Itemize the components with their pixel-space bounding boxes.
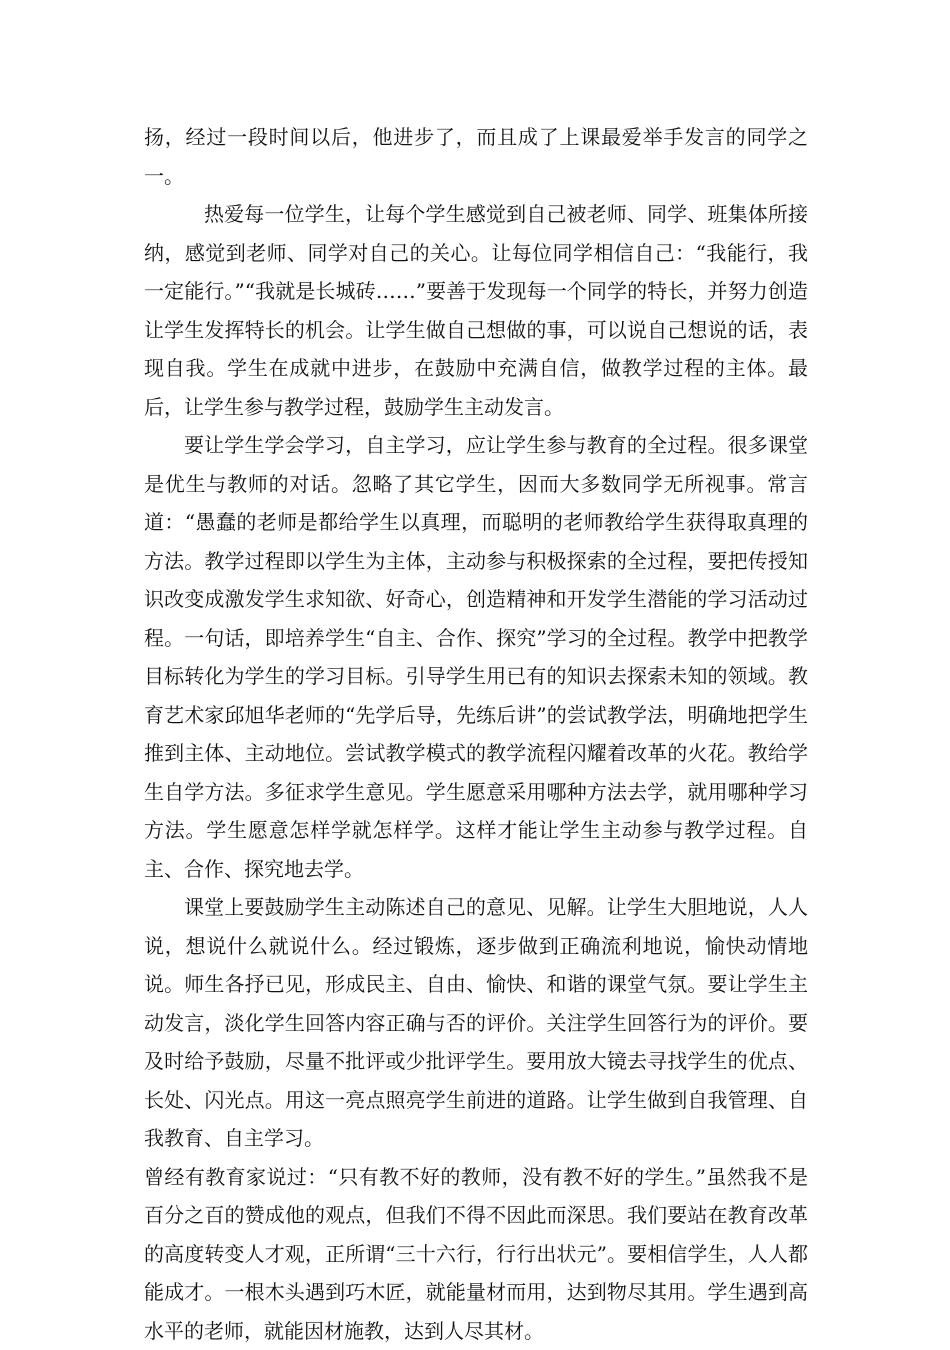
- paragraph-self-learning: 要让学生学会学习，自主学习，应让学生参与教育的全过程。很多课堂是优生与教师的对话。忽略了其它学生，因而大多数同学无所视事。常言道：“愚蠢的老师是都给学生以真理，而聪明的老师教给学生获得取真理的方法。教学过程即以学生为主体，主动参与积极探索的全过程，要把传授知识改变成激发学生求知欲、好奇心，创造精神和开发学生潜能的学习活动过程。一句话，即培养学生“自主、合作、探究”学习的全过程。教学中把教学目标转化为学生的学习目标。引导学生用已有的知识去探索未知的领域。教育艺术家邱旭华老师的“先学后导，先练后讲”的尝试教学法，明确地把学生推到主体、主动地位。尝试教学模式的教学流程闪耀着改革的火花。教给学生自学方法。多征求学生意见。学生愿意采用哪种方法去学，就用哪种学习方法。学生愿意怎样学就怎样学。这样才能让学生主动参与教学过程。自主、合作、探究地去学。: [144, 426, 808, 888]
- document-body: [144, 118, 808, 1350]
- paragraph-continuation: 扬，经过一段时间以后，他进步了，而且成了上课最爱举手发言的同学之一。: [144, 118, 808, 195]
- paragraph-encourage-speaking: 课堂上要鼓励学生主动陈述自己的意见、见解。让学生大胆地说，人人说，想说什么就说什么。经过锻炼，逐步做到正确流利地说，愉快动情地说。师生各抒已见，形成民主、自由、愉快、和谐的课堂气氛。要让学生主动发言，淡化学生回答内容正确与否的评价。关注学生回答行为的评价。要及时给予鼓励，尽量不批评或少批评学生。要用放大镜去寻找学生的优点、长处、闪光点。用这一亮点照亮学生前进的道路。让学生做到自我管理、自我教育、自主学习。: [144, 888, 808, 1158]
- paragraph-love-every-student: 热爱每一位学生，让每个学生感觉到自己被老师、同学、班集体所接纳，感觉到老师、同学对自己的关心。让每位同学相信自己：“我能行，我一定能行。”“我就是长城砖……”要善于发现每一个同学的特长，并努力创造让学生发挥特长的机会。让学生做自己想做的事，可以说自己想说的话，表现自我。学生在成就中进步，在鼓励中充满自信，做教学过程的主体。最后，让学生参与教学过程，鼓励学生主动发言。: [144, 195, 808, 426]
- paragraph-educator-quote: 曾经有教育家说过：“只有教不好的教师，没有教不好的学生。”虽然我不是百分之百的赞成他的观点，但我们不得不因此而深思。我们要站在教育改革的高度转变人才观，正所谓“三十六行，行行出状元”。要相信学生，人人都能成才。一根木头遇到巧木匠，就能量材而用，达到物尽其用。学生遇到高水平的老师，就能因材施教，达到人尽其材。: [144, 1158, 808, 1350]
